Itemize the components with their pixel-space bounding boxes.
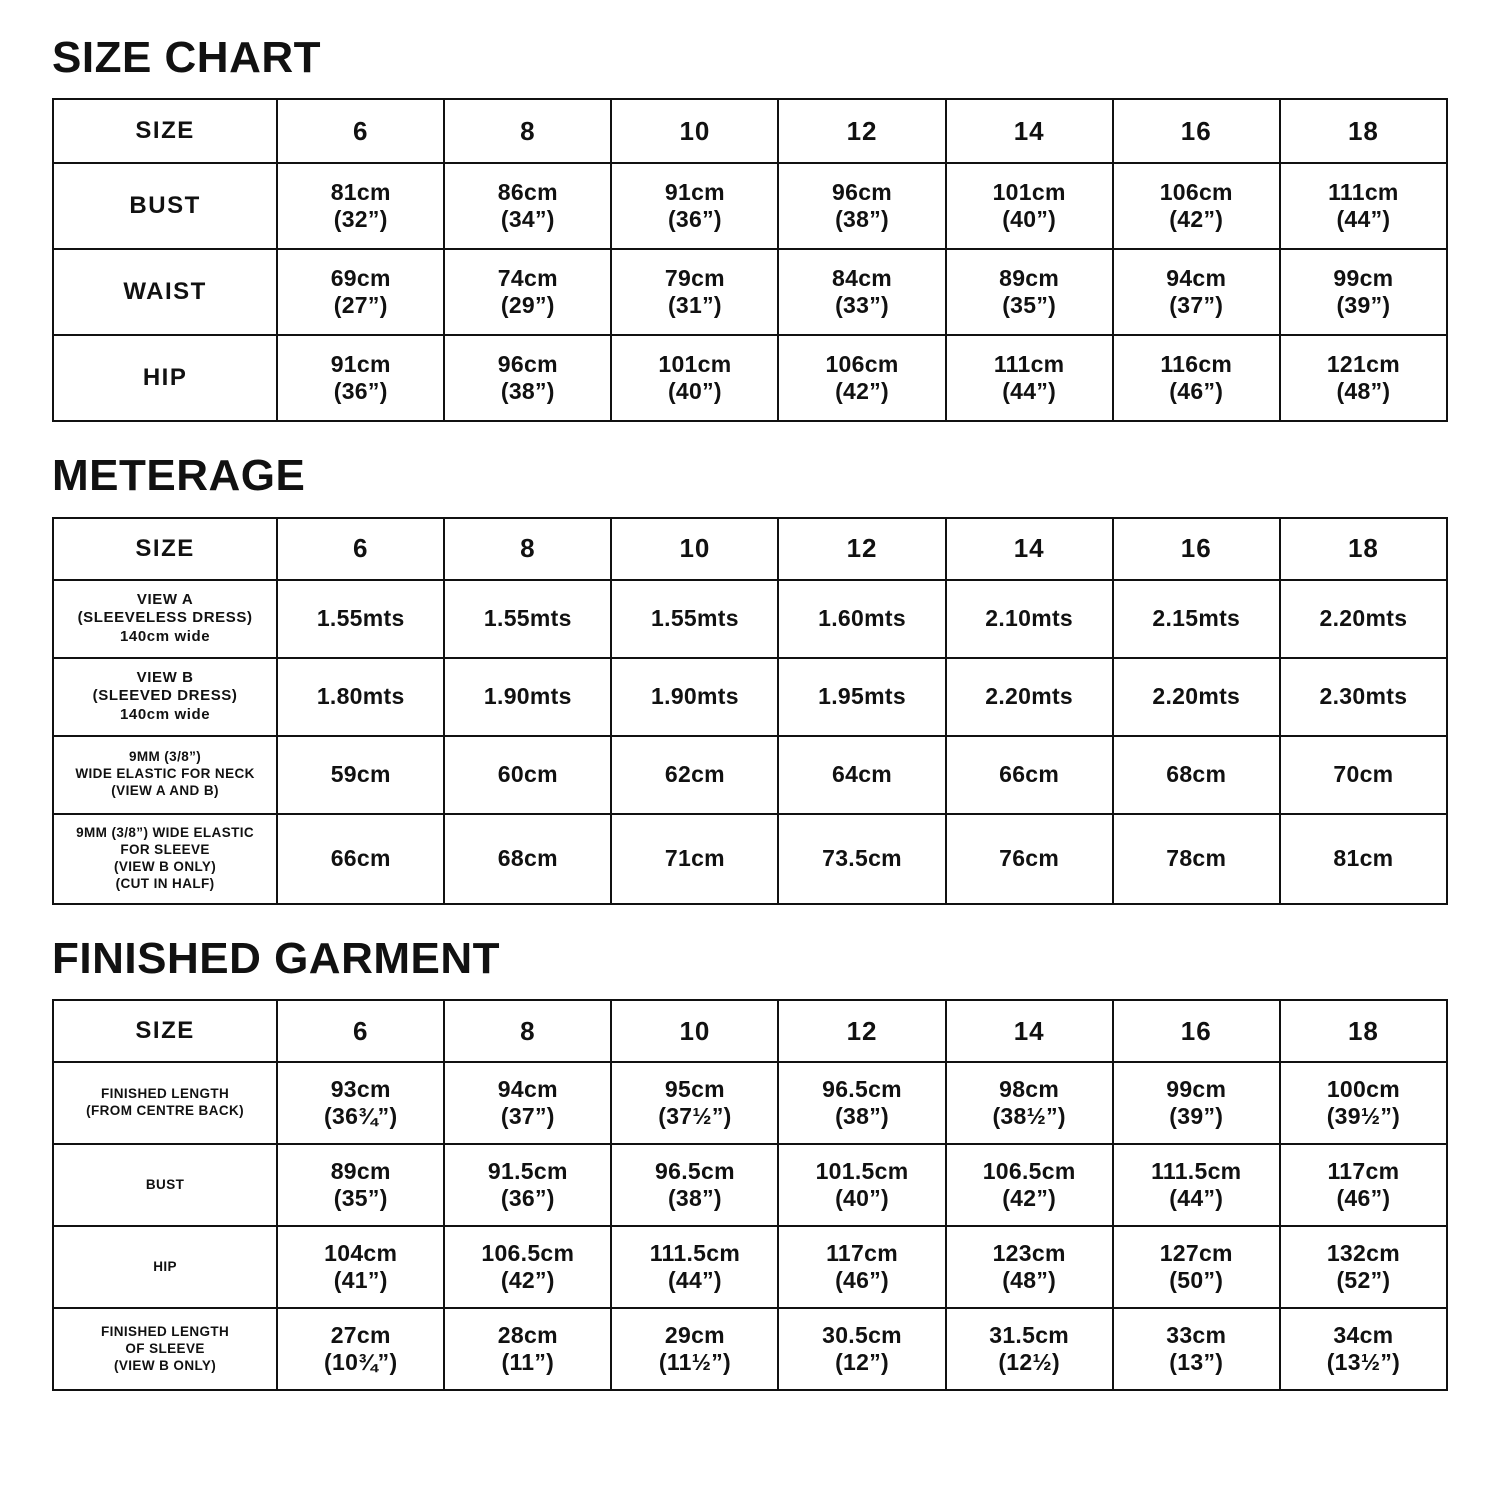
- label-line: 9MM (3/8”): [128, 749, 202, 765]
- cell-sub: (46”): [1336, 1185, 1391, 1212]
- row-label-view-b: [53, 658, 277, 736]
- cell-main: 101.5cm: [815, 1158, 909, 1185]
- cell-main: 96cm: [832, 179, 893, 206]
- header-size-6: 6: [277, 99, 444, 163]
- cell-main: 111.5cm: [649, 1240, 741, 1267]
- cell-elastic-sleeve-14: 76cm: [946, 814, 1113, 904]
- cell-bust-8: [444, 163, 611, 249]
- cell-finished-length-10: [611, 1062, 778, 1144]
- cell-sub: (29”): [500, 292, 555, 319]
- cell-sub: (38”): [835, 206, 889, 233]
- cell-sub: (31”): [667, 292, 722, 319]
- cell-sub: (42”): [1169, 206, 1224, 233]
- header-size-label: SIZE: [53, 99, 277, 163]
- cell-sub: (46”): [1169, 378, 1224, 405]
- header-size-16: 16: [1113, 1000, 1280, 1062]
- cell-sub: (36¾”): [324, 1103, 398, 1130]
- row-label-bust: BUST: [53, 163, 277, 249]
- cell-finished-length-18: [1280, 1062, 1447, 1144]
- cell-sub: (44”): [1336, 206, 1391, 233]
- cell-main: 28cm: [497, 1322, 558, 1349]
- cell-bust-18: [1280, 163, 1447, 249]
- cell-finished-bust-10: [611, 1144, 778, 1226]
- cell-sub: (42”): [1002, 1185, 1057, 1212]
- cell-finished-length-12: [778, 1062, 945, 1144]
- cell-elastic-neck-16: 68cm: [1113, 736, 1280, 814]
- cell-view-a-12: 1.60mts: [778, 580, 945, 658]
- row-label-hip: HIP: [53, 335, 277, 421]
- size-chart-table: [52, 98, 1448, 422]
- cell-main: 111.5cm: [1151, 1158, 1242, 1185]
- cell-main: 86cm: [497, 179, 558, 206]
- cell-hip-12: [778, 335, 945, 421]
- cell-hip-16: [1113, 335, 1280, 421]
- header-size-18: 18: [1280, 518, 1447, 580]
- cell-sub: (36”): [500, 1185, 555, 1212]
- cell-finished-hip-18: [1280, 1226, 1447, 1308]
- header-size-10: 10: [611, 99, 778, 163]
- cell-main: 94cm: [497, 1076, 558, 1103]
- cell-view-a-16: 2.15mts: [1113, 580, 1280, 658]
- cell-finished-bust-6: [277, 1144, 444, 1226]
- label-line: FINISHED LENGTH: [100, 1323, 230, 1339]
- cell-main: 127cm: [1159, 1240, 1233, 1267]
- cell-main: 96.5cm: [655, 1158, 735, 1185]
- cell-main: 30.5cm: [822, 1322, 902, 1349]
- cell-sub: (11”): [501, 1349, 555, 1376]
- header-size-8: 8: [444, 1000, 611, 1062]
- table-row: [53, 1308, 1447, 1390]
- table-header-row: [53, 518, 1447, 580]
- cell-finished-bust-16: [1113, 1144, 1280, 1226]
- cell-sub: (32”): [333, 206, 388, 233]
- cell-sub: (40”): [835, 1185, 889, 1212]
- cell-sub: (10¾”): [324, 1349, 398, 1376]
- finished-garment-table: [52, 999, 1448, 1391]
- cell-main: 93cm: [330, 1076, 391, 1103]
- cell-main: 29cm: [664, 1322, 725, 1349]
- label-line: (VIEW A AND B): [111, 783, 219, 799]
- cell-main: 89cm: [330, 1158, 391, 1185]
- cell-sub: (39”): [1336, 292, 1391, 319]
- cell-main: 98cm: [999, 1076, 1060, 1103]
- cell-sub: (36”): [667, 206, 722, 233]
- cell-sub: (33”): [835, 292, 889, 319]
- cell-view-a-14: 2.10mts: [946, 580, 1113, 658]
- cell-main: 106cm: [1159, 179, 1233, 206]
- cell-main: 91cm: [330, 351, 391, 378]
- label-line: (VIEW B ONLY): [113, 1357, 217, 1373]
- cell-finished-length-14: [946, 1062, 1113, 1144]
- label-line: VIEW A: [136, 590, 194, 608]
- label-line: BUST: [145, 1176, 185, 1192]
- cell-main: 69cm: [330, 265, 391, 292]
- cell-waist-14: [946, 249, 1113, 335]
- cell-main: 116cm: [1160, 351, 1233, 378]
- cell-hip-10: [611, 335, 778, 421]
- header-size-18: 18: [1280, 99, 1447, 163]
- cell-view-b-14: 2.20mts: [946, 658, 1113, 736]
- label-line: 140cm wide: [119, 628, 211, 646]
- cell-waist-12: [778, 249, 945, 335]
- cell-sub: (40”): [1002, 206, 1057, 233]
- table-row: [53, 1144, 1447, 1226]
- cell-finished-hip-10: [611, 1226, 778, 1308]
- cell-sleeve-length-10: [611, 1308, 778, 1390]
- cell-main: 132cm: [1326, 1240, 1400, 1267]
- cell-main: 91cm: [664, 179, 725, 206]
- cell-sub: (41”): [333, 1267, 388, 1294]
- table-row: [53, 163, 1447, 249]
- cell-main: 117cm: [1327, 1158, 1400, 1185]
- cell-sub: (44”): [667, 1267, 722, 1294]
- cell-view-a-6: 1.55mts: [277, 580, 444, 658]
- cell-sub: (13”): [1169, 1349, 1224, 1376]
- cell-main: 91.5cm: [487, 1158, 568, 1185]
- cell-main: 95cm: [664, 1076, 725, 1103]
- finished-garment-heading: FINISHED GARMENT: [52, 933, 500, 983]
- table-row: [53, 658, 1447, 736]
- label-line: 140cm wide: [119, 706, 211, 724]
- cell-view-b-6: 1.80mts: [277, 658, 444, 736]
- size-chart-heading: SIZE CHART: [52, 33, 321, 82]
- cell-finished-bust-8: [444, 1144, 611, 1226]
- cell-view-a-18: 2.20mts: [1280, 580, 1447, 658]
- cell-finished-hip-12: [778, 1226, 945, 1308]
- header-size-16: 16: [1113, 99, 1280, 163]
- cell-main: 34cm: [1333, 1322, 1394, 1349]
- row-label-finished-length: [53, 1062, 277, 1144]
- cell-main: 100cm: [1326, 1076, 1400, 1103]
- header-size-6: 6: [277, 1000, 444, 1062]
- cell-elastic-sleeve-16: 78cm: [1113, 814, 1280, 904]
- cell-sleeve-length-18: [1280, 1308, 1447, 1390]
- cell-elastic-sleeve-12: 73.5cm: [778, 814, 945, 904]
- table-row: [53, 1226, 1447, 1308]
- cell-elastic-neck-10: 62cm: [611, 736, 778, 814]
- label-line: (FROM CENTRE BACK): [86, 1103, 245, 1119]
- row-label-finished-bust: [53, 1144, 277, 1226]
- label-line: VIEW B: [136, 668, 194, 686]
- header-size-label: SIZE: [53, 1000, 277, 1062]
- label-line: HIP: [153, 1258, 177, 1274]
- header-size-14: 14: [946, 99, 1113, 163]
- cell-sub: (35”): [1002, 292, 1057, 319]
- header-size-10: 10: [611, 518, 778, 580]
- header-size-14: 14: [946, 518, 1113, 580]
- cell-sub: (42”): [500, 1267, 555, 1294]
- cell-sub: (39”): [1169, 1103, 1224, 1130]
- cell-waist-6: [277, 249, 444, 335]
- cell-sleeve-length-16: [1113, 1308, 1280, 1390]
- cell-sub: (12½): [998, 1349, 1060, 1376]
- cell-main: 101cm: [992, 179, 1066, 206]
- cell-sub: (13½”): [1326, 1349, 1401, 1376]
- table-row: [53, 814, 1447, 904]
- cell-elastic-neck-12: 64cm: [778, 736, 945, 814]
- cell-view-a-8: 1.55mts: [444, 580, 611, 658]
- cell-sub: (48”): [1002, 1267, 1057, 1294]
- row-label-sleeve-length: [53, 1308, 277, 1390]
- header-size-6: 6: [277, 518, 444, 580]
- cell-hip-6: [277, 335, 444, 421]
- cell-main: 81cm: [330, 179, 391, 206]
- cell-finished-length-6: [277, 1062, 444, 1144]
- row-label-elastic-neck: [53, 736, 277, 814]
- cell-elastic-sleeve-6: 66cm: [277, 814, 444, 904]
- cell-sleeve-length-8: [444, 1308, 611, 1390]
- cell-bust-12: [778, 163, 945, 249]
- cell-view-b-18: 2.30mts: [1280, 658, 1447, 736]
- cell-elastic-neck-8: 60cm: [444, 736, 611, 814]
- cell-sub: (39½”): [1326, 1103, 1401, 1130]
- header-size-10: 10: [611, 1000, 778, 1062]
- cell-main: 96.5cm: [822, 1076, 902, 1103]
- table-row: [53, 249, 1447, 335]
- label-line: WIDE ELASTIC FOR NECK: [75, 766, 255, 782]
- label-line: FINISHED LENGTH: [100, 1086, 230, 1102]
- header-size-label: SIZE: [53, 518, 277, 580]
- cell-bust-10: [611, 163, 778, 249]
- cell-sub: (52”): [1336, 1267, 1391, 1294]
- cell-bust-16: [1113, 163, 1280, 249]
- cell-finished-hip-6: [277, 1226, 444, 1308]
- table-row: [53, 1062, 1447, 1144]
- cell-main: 94cm: [1166, 265, 1227, 292]
- cell-sub: (37½”): [658, 1103, 732, 1130]
- cell-main: 96cm: [497, 351, 558, 378]
- cell-main: 111cm: [1328, 179, 1399, 206]
- cell-main: 31.5cm: [989, 1322, 1070, 1349]
- header-size-8: 8: [444, 99, 611, 163]
- cell-main: 106cm: [825, 351, 899, 378]
- cell-finished-length-16: [1113, 1062, 1280, 1144]
- cell-sleeve-length-12: [778, 1308, 945, 1390]
- row-label-elastic-sleeve: [53, 814, 277, 904]
- cell-hip-8: [444, 335, 611, 421]
- cell-sub: (38”): [667, 1185, 722, 1212]
- cell-elastic-sleeve-10: 71cm: [611, 814, 778, 904]
- cell-finished-hip-14: [946, 1226, 1113, 1308]
- table-row: [53, 335, 1447, 421]
- cell-sub: (38½”): [992, 1103, 1066, 1130]
- cell-sub: (37”): [1169, 292, 1224, 319]
- cell-hip-18: [1280, 335, 1447, 421]
- cell-waist-10: [611, 249, 778, 335]
- header-size-12: 12: [778, 518, 945, 580]
- cell-main: 74cm: [497, 265, 558, 292]
- cell-view-a-10: 1.55mts: [611, 580, 778, 658]
- cell-main: 33cm: [1166, 1322, 1227, 1349]
- cell-sub: (44”): [1002, 378, 1057, 405]
- cell-sub: (35”): [333, 1185, 388, 1212]
- cell-main: 27cm: [330, 1322, 391, 1349]
- cell-main: 99cm: [1333, 265, 1394, 292]
- cell-waist-8: [444, 249, 611, 335]
- cell-finished-bust-12: [778, 1144, 945, 1226]
- cell-sub: (46”): [835, 1267, 889, 1294]
- cell-sub: (38”): [835, 1103, 889, 1130]
- row-label-finished-hip: [53, 1226, 277, 1308]
- label-line: 9MM (3/8”) WIDE ELASTIC: [76, 825, 255, 841]
- cell-finished-bust-14: [946, 1144, 1113, 1226]
- cell-hip-14: [946, 335, 1113, 421]
- label-line: (CUT IN HALF): [115, 875, 215, 891]
- cell-bust-14: [946, 163, 1113, 249]
- row-label-waist: WAIST: [53, 249, 277, 335]
- header-size-8: 8: [444, 518, 611, 580]
- cell-main: 79cm: [664, 265, 725, 292]
- label-line: OF SLEEVE: [125, 1340, 205, 1356]
- header-size-14: 14: [946, 1000, 1113, 1062]
- cell-sleeve-length-6: [277, 1308, 444, 1390]
- cell-sleeve-length-14: [946, 1308, 1113, 1390]
- table-header-row: [53, 99, 1447, 163]
- table-row: [53, 580, 1447, 658]
- cell-elastic-sleeve-18: 81cm: [1280, 814, 1447, 904]
- cell-main: 104cm: [324, 1240, 398, 1267]
- cell-main: 121cm: [1326, 351, 1400, 378]
- cell-main: 111cm: [993, 351, 1065, 378]
- cell-main: 99cm: [1166, 1076, 1227, 1103]
- cell-finished-bust-18: [1280, 1144, 1447, 1226]
- cell-sub: (12”): [835, 1349, 889, 1376]
- cell-finished-hip-16: [1113, 1226, 1280, 1308]
- cell-main: 106.5cm: [982, 1158, 1076, 1185]
- cell-sub: (50”): [1169, 1267, 1224, 1294]
- cell-view-b-8: 1.90mts: [444, 658, 611, 736]
- label-line: FOR SLEEVE: [120, 841, 210, 857]
- cell-view-b-12: 1.95mts: [778, 658, 945, 736]
- header-size-12: 12: [778, 1000, 945, 1062]
- cell-view-b-16: 2.20mts: [1113, 658, 1280, 736]
- cell-bust-6: [277, 163, 444, 249]
- cell-elastic-sleeve-8: 68cm: [444, 814, 611, 904]
- cell-main: 117cm: [826, 1240, 898, 1267]
- cell-main: 123cm: [992, 1240, 1066, 1267]
- label-line: (SLEEVED DRESS): [92, 687, 238, 705]
- cell-main: 89cm: [999, 265, 1060, 292]
- cell-sub: (42”): [835, 378, 889, 405]
- cell-waist-18: [1280, 249, 1447, 335]
- cell-elastic-neck-14: 66cm: [946, 736, 1113, 814]
- cell-main: 101cm: [658, 351, 732, 378]
- header-size-12: 12: [778, 99, 945, 163]
- cell-elastic-neck-6: 59cm: [277, 736, 444, 814]
- cell-sub: (37”): [500, 1103, 555, 1130]
- label-line: (VIEW B ONLY): [113, 858, 217, 874]
- cell-finished-length-8: [444, 1062, 611, 1144]
- cell-sub: (38”): [500, 378, 555, 405]
- cell-elastic-neck-18: 70cm: [1280, 736, 1447, 814]
- cell-main: 84cm: [832, 265, 893, 292]
- label-line: (SLEEVELESS DRESS): [77, 609, 253, 627]
- row-label-view-a: [53, 580, 277, 658]
- cell-sub: (44”): [1169, 1185, 1224, 1212]
- cell-sub: (36”): [333, 378, 388, 405]
- table-header-row: [53, 1000, 1447, 1062]
- cell-sub: (40”): [667, 378, 722, 405]
- meterage-table: [52, 517, 1448, 905]
- cell-sub: (27”): [333, 292, 388, 319]
- cell-sub: (34”): [500, 206, 555, 233]
- meterage-heading: METERAGE: [52, 451, 306, 501]
- table-row: [53, 736, 1447, 814]
- cell-sub: (11½”): [658, 1349, 731, 1376]
- cell-finished-hip-8: [444, 1226, 611, 1308]
- cell-waist-16: [1113, 249, 1280, 335]
- header-size-18: 18: [1280, 1000, 1447, 1062]
- cell-main: 106.5cm: [481, 1240, 575, 1267]
- header-size-16: 16: [1113, 518, 1280, 580]
- cell-view-b-10: 1.90mts: [611, 658, 778, 736]
- cell-sub: (48”): [1336, 378, 1391, 405]
